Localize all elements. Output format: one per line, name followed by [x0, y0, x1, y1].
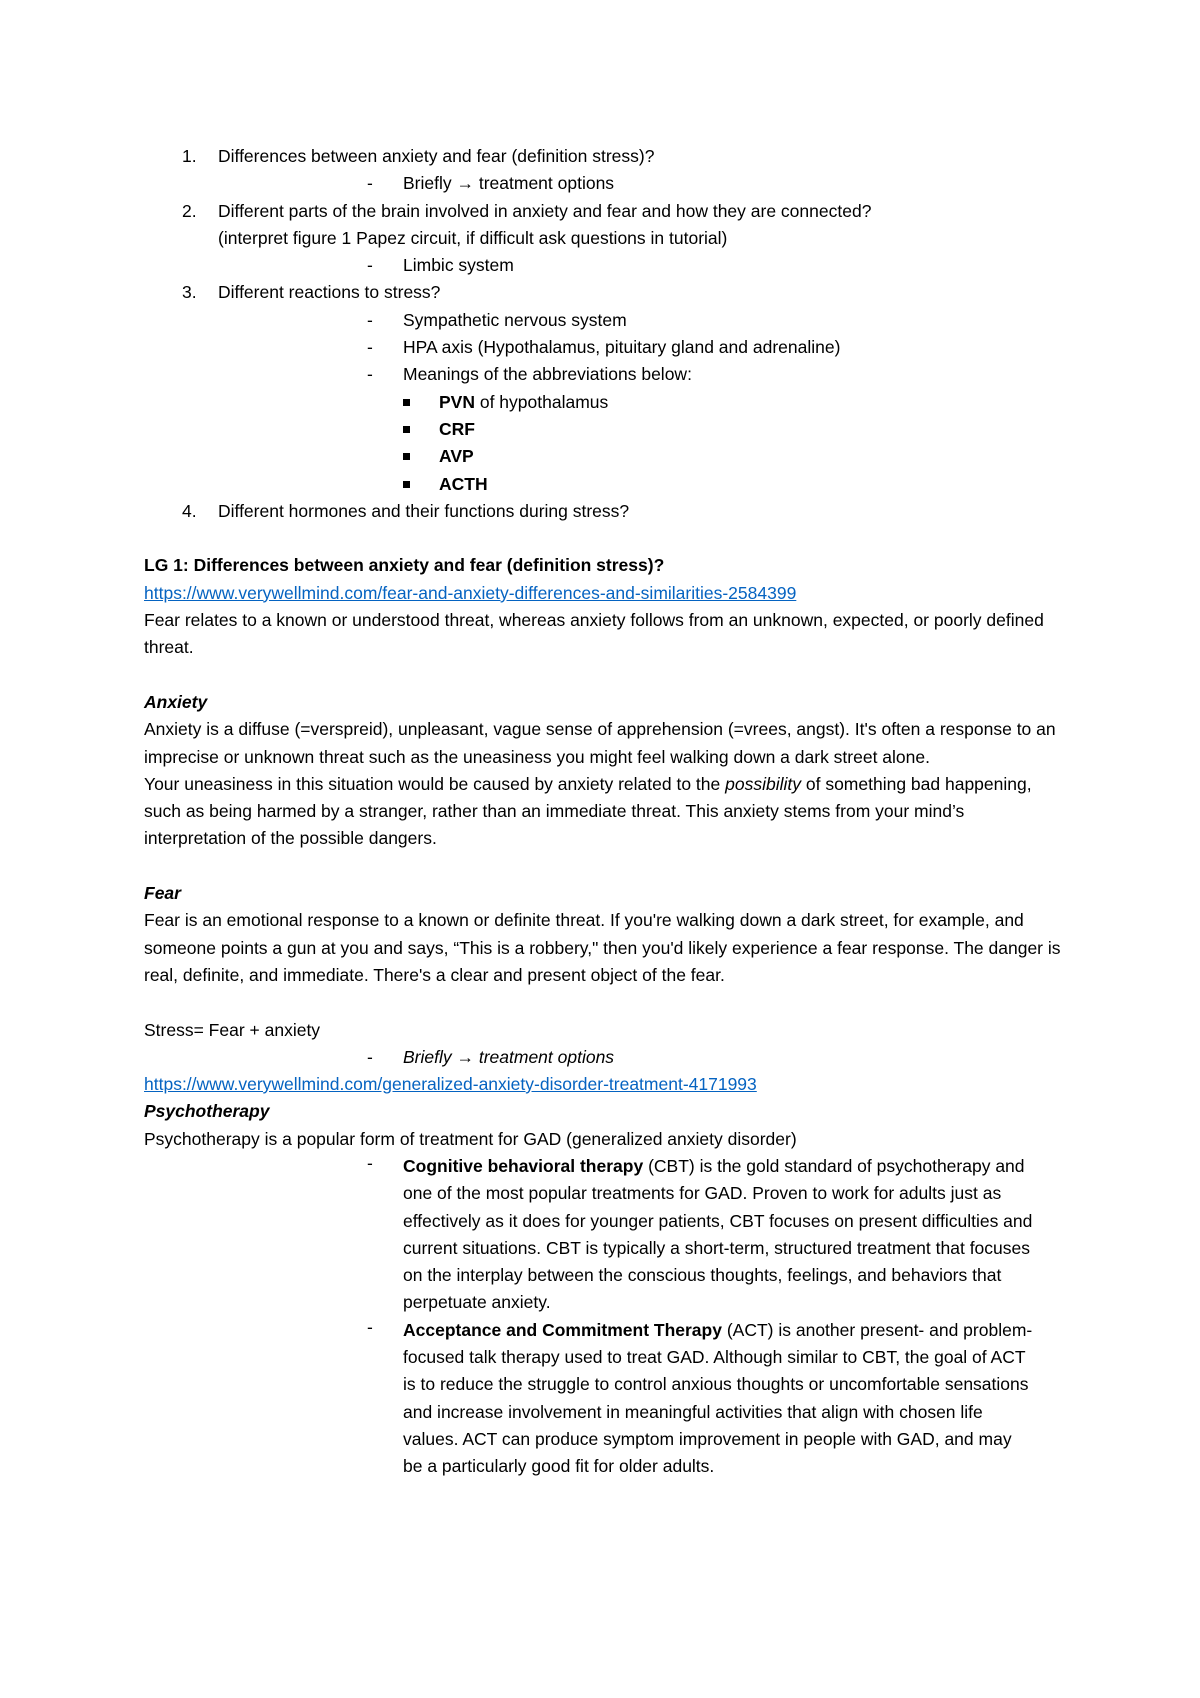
abbrev-item	[144, 389, 1064, 416]
psychotherapy-paragraph: Psychotherapy is a popular form of treatment for GAD (generalized anxiety disorder)	[144, 1128, 797, 1149]
abbrev-text: ACTH	[439, 473, 488, 494]
question-text: (interpret figure 1 Papez circuit, if difficult ask questions in tutorial)	[218, 227, 728, 248]
abbrev-text: CRF	[439, 418, 475, 439]
dash-bullet: -	[367, 255, 373, 276]
cbt-item	[144, 1153, 1064, 1317]
act-item	[144, 1317, 1064, 1481]
anxiety-paragraph-2: Your uneasiness in this situation would be caused by anxiety related to the possibility of something bad happening, such as being harmed by a stranger, rather than an immediate threat. This anxiety stems from your mind’s interpretation of the possible dangers.	[144, 773, 1032, 849]
dash-bullet: -	[367, 1316, 373, 1337]
source-link[interactable]: https://www.verywellmind.com/fear-and-anxiety-differences-and-similarities-2584399	[144, 582, 797, 603]
square-bullet-icon	[403, 481, 410, 488]
source-link[interactable]: https://www.verywellmind.com/generalized-anxiety-disorder-treatment-4171993	[144, 1074, 757, 1095]
source-link-row	[144, 580, 1064, 607]
sub-item-text: Limbic system	[403, 255, 514, 276]
psychotherapy-heading: Psychotherapy	[144, 1101, 270, 1122]
intro-paragraph: Fear relates to a known or understood threat, whereas anxiety follows from an unknown, expected, or poorly defined threat.	[144, 610, 1044, 658]
question-number: 2.	[182, 200, 197, 221]
question-3	[144, 279, 1064, 306]
question-text: Differences between anxiety and fear (definition stress)?	[218, 146, 655, 166]
sub-item	[144, 1044, 1064, 1071]
source-link-row	[144, 1071, 1064, 1098]
dash-bullet: -	[367, 337, 373, 358]
question-number: 4.	[182, 500, 197, 521]
abbrev-text: AVP	[439, 446, 474, 467]
square-bullet-icon	[403, 426, 410, 433]
sub-item-text: Briefly → treatment options	[403, 173, 615, 194]
sub-item	[144, 170, 1064, 197]
sub-item-text: HPA axis (Hypothalamus, pituitary gland and adrenaline)	[403, 337, 841, 358]
question-text: Different hormones and their functions during stress?	[218, 500, 630, 521]
sub-item-text: Meanings of the abbreviations below:	[403, 364, 692, 385]
sub-item	[144, 361, 1064, 388]
question-2-continuation	[144, 225, 1064, 252]
question-1	[144, 143, 1064, 170]
fear-heading: Fear	[144, 883, 181, 904]
question-2	[144, 198, 1064, 225]
question-text: Different parts of the brain involved in anxiety and fear and how they are connected?	[218, 200, 872, 221]
question-text: Different reactions to stress?	[218, 282, 441, 303]
abbrev-text: PVN of hypothalamus	[439, 391, 609, 412]
sub-item-text: Sympathetic nervous system	[403, 309, 627, 330]
question-number: 3.	[182, 282, 197, 303]
question-4	[144, 498, 1064, 525]
anxiety-heading: Anxiety	[144, 691, 208, 712]
square-bullet-icon	[403, 399, 410, 406]
sub-item	[144, 252, 1064, 279]
dash-bullet: -	[367, 1046, 373, 1067]
sub-item	[144, 307, 1064, 334]
sub-item-text: Briefly → treatment options	[403, 1046, 615, 1067]
abbrev-item	[144, 471, 1064, 498]
anxiety-paragraph-1: Anxiety is a diffuse (=verspreid), unpleasant, vague sense of apprehension (=vrees, angst). It's often a response to an imprecise or unknown threat such as the uneasiness you might feel walking down a dark street alone.	[144, 719, 1056, 767]
dash-bullet: -	[367, 173, 373, 194]
fear-paragraph: Fear is an emotional response to a known or definite threat. If you're walking down a dark street, for example, and someone points a gun at you and says, “This is a robbery," then you'd likely experience a fear response. The danger is real, definite, and immediate. There's a clear and present object of the fear.	[144, 910, 1061, 985]
cbt-text: Cognitive behavioral therapy (CBT) is the gold standard of psychotherapy and one of the most popular treatments for GAD. Proven to work for adults just as effectively as it does for younger patients, CBT focuses on present difficulties and current situations. CBT is typically a short-term, structured treatment that focuses on the interplay between the conscious thoughts, feelings, and behaviors that perpetuate anxiety.	[403, 1155, 1033, 1313]
sub-item	[144, 334, 1064, 361]
section-heading: LG 1: Differences between anxiety and fear (definition stress)?	[144, 555, 665, 576]
dash-bullet: -	[367, 1152, 373, 1173]
stress-formula: Stress= Fear + anxiety	[144, 1019, 321, 1040]
dash-bullet: -	[367, 309, 373, 330]
question-number: 1.	[182, 146, 197, 166]
dash-bullet: -	[367, 364, 373, 385]
abbrev-item	[144, 443, 1064, 470]
abbrev-item	[144, 416, 1064, 443]
act-text: Acceptance and Commitment Therapy (ACT) is another present- and problem-focused talk therapy used to treat GAD. Although similar to CBT, the goal of ACT is to reduce the struggle to control anxious thoughts or uncomfortable sensations and increase involvement in meaningful activities that align with chosen life values. ACT can produce symptom improvement in people with GAD, and may be a particularly good fit for older adults.	[403, 1319, 1033, 1477]
square-bullet-icon	[403, 453, 410, 460]
document-page	[144, 143, 1064, 1481]
